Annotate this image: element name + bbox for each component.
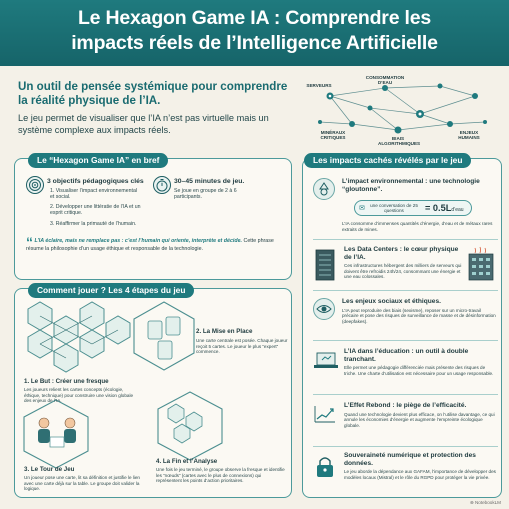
- title-line-1: Le Hexagon Game IA : Comprendre les: [77, 7, 432, 29]
- impact-2-text: Ces infrastructures hébergent des milliers de serveurs qui doivent être refroidis 24h/24, consommant une énergie et une eau colossales.: [344, 263, 462, 280]
- laptop-icon: [313, 348, 339, 372]
- node-label-consommation: CONSOMMATION D’EAU: [365, 75, 405, 86]
- notebooklm-watermark: [470, 500, 501, 506]
- separator: [313, 290, 498, 291]
- impact-4-title: L’IA dans l’éducation : un outil à double tranchant.: [344, 348, 469, 363]
- objectif-1: 1. Visualiser l’impact environnemental et social.: [50, 188, 137, 201]
- impact-3-text: L’IA peut reproduire des biais (sexisme), reposer sur un micro-travail précaire et pose des risques de surveillance de masse et de désinformation (deepfakes).: [342, 307, 496, 324]
- impact-5-title: L’Effet Rebond : le piège de l’efficacité.: [344, 402, 467, 409]
- duree-text: Se joue en groupe de 2 à 6 participants.: [174, 188, 237, 201]
- impact-1-text: L’IA consomme d’immenses quantités d’énergie, d’eau et de métaux rares extraits de mines.: [342, 221, 493, 232]
- system-network-illustration: [300, 74, 500, 150]
- impact-6-text: Le jeu aborde la dépendance aux GAFAM, l’importance de développer des modèles locaux (Mistral) et le rôle du RGPD pour protéger la vie privée.: [344, 469, 496, 480]
- step-2-title: 2. La Mise en Place: [196, 328, 253, 335]
- growth-chart-icon: [313, 404, 337, 424]
- intro-text: Le jeu permet de visualiser que l’IA n’est pas virtuelle mais un système complexe aux impacts réels.: [18, 113, 269, 135]
- quote-rest: Cette phrase résume la philosophie d’un usage éthique et responsable de la technologie.: [26, 238, 274, 252]
- padlock-icon: [313, 454, 337, 480]
- impact-3-title: Les enjeux sociaux et éthiques.: [342, 298, 441, 305]
- quote-mark-icon: “: [26, 234, 33, 250]
- notebooklm-logo-icon: ⊛: [469, 500, 474, 505]
- water-stat-badge: [354, 200, 472, 216]
- node-label-enjeux: ENJEUX HUMAINS: [458, 130, 480, 141]
- step-4-title: 4. La Fin et l’Analyse: [156, 458, 218, 465]
- water-stat-unit: d’eau: [451, 207, 464, 213]
- title-line-2: impacts réels de l’Intelligence Artificielle: [71, 32, 438, 54]
- recycle-icon: [313, 178, 335, 200]
- step-4-text: Une fois le jeu terminé, le groupe observe la fresque et identifie les “nœuds” (cartes avec le plus de connexions) qui représentent les points d’action prioritaires.: [156, 467, 285, 483]
- steps-panel-title: Comment jouer ? Les 4 étapes du jeu: [28, 283, 194, 298]
- impact-sovereignty: [344, 452, 496, 480]
- objectif-3: 3. Réaffirmer la primauté de l’humain.: [50, 221, 137, 227]
- separator: [313, 239, 498, 240]
- duree-title: 30–45 minutes de jeu.: [174, 178, 245, 185]
- impacts-panel-title: Les impacts cachés révélés par le jeu: [304, 153, 471, 168]
- impact-1-title: L’impact environnemental : une technologie “gloutonne”.: [342, 178, 480, 193]
- impact-education: [344, 348, 496, 376]
- separator: [313, 394, 498, 395]
- chat-bubble-icon: ✉: [359, 205, 365, 212]
- node-label-biais: BIAIS ALGORITHMIQUES: [378, 136, 421, 147]
- impact-data-centers: [344, 246, 462, 280]
- bref-panel-title: Le “Hexagon Game IA” en bref: [28, 153, 168, 168]
- eye-icon: [313, 298, 335, 320]
- page-title: [0, 6, 509, 56]
- server-building-icon: [466, 246, 496, 282]
- target-icon: [26, 176, 44, 194]
- impact-environment: [342, 178, 497, 193]
- philosophy-quote: [26, 234, 284, 253]
- step-1-title: 1. Le But : Créer une fresque: [24, 378, 109, 385]
- impact-4-text: Elle permet une pédagogie différenciée mais présente des risques de triche. Une charte d’utilisation est nécessaire pour un usage responsable.: [344, 365, 494, 376]
- stopwatch-icon: [153, 176, 171, 194]
- impact-5-text: Quand une technologie devient plus efficace, on l’utilise davantage, ce qui annule les économies d’énergie et augmente l’empreinte écologique globale.: [344, 411, 495, 428]
- water-stat-conversation: une conversation de 25 questions: [370, 203, 418, 214]
- impact-social-ethics: [342, 298, 497, 324]
- node-label-serveurs: SERVEURS: [306, 83, 332, 88]
- data-center-icon: [314, 246, 336, 282]
- intro-title: Un outil de pensée systémique pour comprendre la réalité physique de l’IA.: [18, 80, 288, 107]
- quote-emphasis: L’IA éclaire, mais ne remplace pas : c’est l’humain qui oriente, interprète et décide.: [34, 238, 243, 244]
- objectifs-title: 3 objectifs pédagogiques clés: [47, 178, 144, 185]
- watermark-text: NotebookLM: [474, 500, 501, 505]
- step-3-title: 3. Le Tour de Jeu: [24, 466, 75, 473]
- page-header: [0, 0, 509, 66]
- step-2-text: Une carte centrale est posée. Chaque joueur reçoit 5 cartes. Le joueur le plus “expert” commence.: [196, 338, 288, 354]
- bref-panel: [14, 158, 292, 280]
- objectif-2: 2. Développer une littératie de l’IA et un esprit critique.: [50, 204, 141, 217]
- water-stat-value: [425, 203, 464, 213]
- step-1-text: Les joueurs relient les cartes concepts (écologie, éthique, technique) pour construire une vision globale des enjeux de l’IA.: [24, 387, 134, 403]
- separator: [313, 446, 498, 447]
- impact-6-title: Souveraineté numérique et protection des données.: [344, 452, 476, 467]
- step-3-text: Un joueur pose une carte, lit sa définition et justifie le lien avec une carte déjà sur la table. Le groupe doit valider la logique.: [24, 475, 140, 491]
- water-stat-number: = 0.5L: [425, 203, 452, 213]
- separator: [313, 340, 498, 341]
- impact-2-title: Les Data Centers : le cœur physique de l’IA.: [344, 246, 459, 261]
- node-label-mineraux: MINÉRAUX CRITIQUES: [320, 130, 346, 141]
- impact-rebound: [344, 402, 496, 428]
